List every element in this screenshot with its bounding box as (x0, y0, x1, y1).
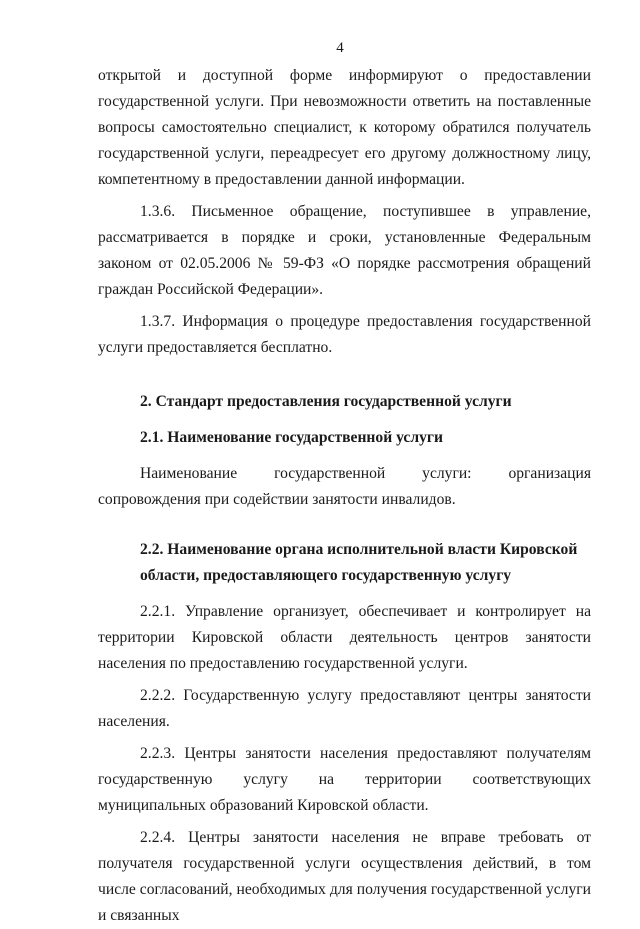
subsection-heading-2-2 (98, 537, 591, 589)
subsection-heading-2-1: 2.1. Наименование государственной услуги (140, 429, 443, 446)
subsection-heading-2-2-line1: 2.2. Наименование органа исполнительной власти Кировской (140, 541, 578, 558)
paragraph-1-3-7: 1.3.7. Информация о процедуре предоставления государственной услуги предоставляется бесплатно. (98, 313, 591, 356)
paragraph-2-2-3: 2.2.3. Центры занятости населения предоставляют получателям государственную услугу на территории соответствующих муниципальных образований Кировской области. (98, 745, 591, 814)
paragraph-2-1: Наименование государственной услуги: организация сопровождения при содействии занятости инвалидов. (98, 465, 591, 508)
section-heading-2: 2. Стандарт предоставления государственной услуги (140, 393, 512, 410)
page-number: 4 (336, 40, 344, 56)
paragraph-1-3-6: 1.3.6. Письменное обращение, поступившее в управление, рассматривается в порядке и сроки, установленные Федеральным законом от 02.05.2006 № 59-ФЗ «О порядке рассмотрения обращений граждан Российской Федерации». (98, 203, 591, 298)
document-body (98, 63, 591, 929)
paragraph-2-2-4: 2.2.4. Центры занятости населения не вправе требовать от получателя государственной услуги осуществления действий, в том числе согласований, необходимых для получения государственной услуги и связанных (98, 829, 591, 924)
paragraph-2-2-1: 2.2.1. Управление организует, обеспечивает и контролирует на территории Кировской области деятельность центров занятости населения по предоставлению государственной услуги. (98, 603, 591, 672)
subsection-heading-2-2-line2: области, предоставляющего государственную услугу (140, 567, 512, 584)
paragraph-intro: открытой и доступной форме информируют о предоставлении государственной услуги. При невозможности ответить на поставленные вопросы самостоятельно специалист, к которому обратился получатель государственной услуги, переадресует его другому должностному лицу, компетентному в предоставлении данной информации. (98, 67, 591, 188)
paragraph-2-2-2: 2.2.2. Государственную услугу предоставляют центры занятости населения. (98, 687, 591, 730)
